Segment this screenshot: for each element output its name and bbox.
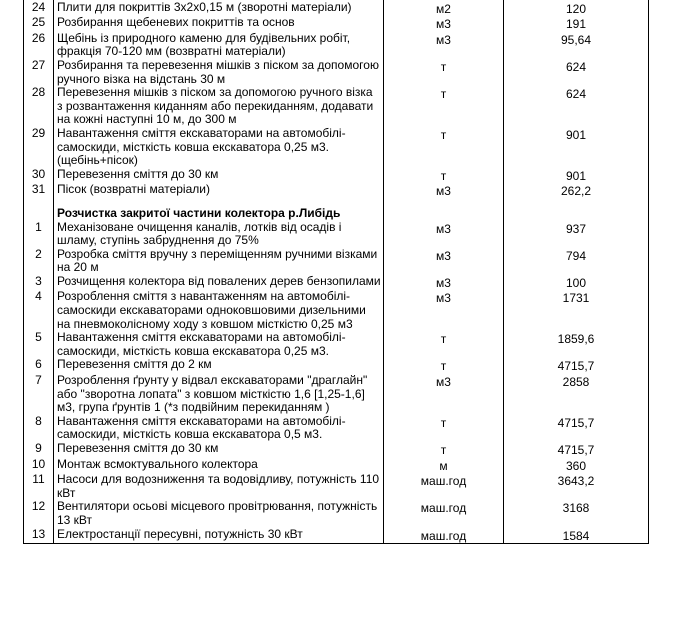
work-description: Навантаження сміття екскаваторами на автомобілі-самоскиди, місткість ковша екскаватора 0,5 м3. xyxy=(54,415,384,442)
quantity: 100 xyxy=(504,275,649,291)
quantity: 1859,6 xyxy=(504,331,649,358)
table-row xyxy=(24,32,649,59)
quantity: 3168 xyxy=(504,500,649,527)
unit-of-measure: м3 xyxy=(384,275,504,291)
work-description: Навантаження сміття екскаваторами на автомобілі-самоскиди, місткість ковша екскаватора 0,25 м3. xyxy=(54,331,384,358)
quantity: 901 xyxy=(504,127,649,168)
row-number: 28 xyxy=(24,86,54,127)
work-description: Розчищення колектора від повалених дерев бензопилами xyxy=(54,275,384,291)
table-row xyxy=(24,415,649,442)
row-number: 12 xyxy=(24,500,54,527)
row-number: 27 xyxy=(24,59,54,86)
quantity: 191 xyxy=(504,16,649,32)
row-number: 11 xyxy=(24,473,54,500)
unit-of-measure: м3 xyxy=(384,221,504,248)
row-number: 2 xyxy=(24,248,54,275)
unit-of-measure: т xyxy=(384,127,504,168)
work-description: Навантаження сміття екскаваторами на автомобілі-самоскиди, місткість ковша екскаватора 0,25 м3. (щебінь+пісок) xyxy=(54,127,384,168)
quantity: 1584 xyxy=(504,528,649,544)
quantity: 794 xyxy=(504,248,649,275)
table-row xyxy=(24,275,649,291)
table-row xyxy=(24,331,649,358)
unit-of-measure: т xyxy=(384,442,504,458)
table-row xyxy=(24,59,649,86)
table-row xyxy=(24,1,649,17)
work-description: Насоси для водозниження та водовідливу, потужність 110 кВт xyxy=(54,473,384,500)
work-description: Перевезення сміття до 2 км xyxy=(54,358,384,374)
table-row xyxy=(24,500,649,527)
work-volumes-table xyxy=(23,0,649,544)
work-description: Розбирання щебеневих покриттів та основ xyxy=(54,16,384,32)
work-description: Щебінь із природного каменю для будівельних робіт, фракція 70-120 мм (возвратні матеріали) xyxy=(54,32,384,59)
section-header-row xyxy=(24,199,649,221)
unit-of-measure: т xyxy=(384,358,504,374)
row-number: 29 xyxy=(24,127,54,168)
unit-of-measure: т xyxy=(384,59,504,86)
quantity: 1731 xyxy=(504,290,649,331)
quantity: 360 xyxy=(504,458,649,474)
row-number: 25 xyxy=(24,16,54,32)
work-description: Плити для покриттів 3х2х0,15 м (зворотні матеріали) xyxy=(54,1,384,17)
work-description: Монтаж всмоктувального колектора xyxy=(54,458,384,474)
unit-of-measure: т xyxy=(384,86,504,127)
table-row xyxy=(24,473,649,500)
table-row xyxy=(24,358,649,374)
unit-of-measure xyxy=(384,199,504,221)
quantity: 262,2 xyxy=(504,183,649,199)
table-row xyxy=(24,86,649,127)
row-number: 8 xyxy=(24,415,54,442)
work-description: Електростанції пересувні, потужність 30 кВт xyxy=(54,528,384,544)
work-description: Розроблення ґрунту у відвал екскаваторами "драглайн" або "зворотна лопата" з ковшом місткістю 1,6 [1,25-1,6] м3, група ґрунтів 1 (*з подвійним перекиданням ) xyxy=(54,374,384,415)
work-description: Перевезення сміття до 30 км xyxy=(54,442,384,458)
unit-of-measure: маш.год xyxy=(384,528,504,544)
work-description: Вентилятори осьові місцевого провітрювання, потужність 13 кВт xyxy=(54,500,384,527)
quantity: 2858 xyxy=(504,374,649,415)
row-number: 6 xyxy=(24,358,54,374)
row-number: 3 xyxy=(24,275,54,291)
quantity: 120 xyxy=(504,1,649,17)
row-number: 10 xyxy=(24,458,54,474)
work-description: Перевезення мішків з піском за допомогою ручного візка з розвантаження киданням або перекиданням, додавати на кожні наступні 10 м, до 300 м xyxy=(54,86,384,127)
unit-of-measure: маш.год xyxy=(384,500,504,527)
row-number: 7 xyxy=(24,374,54,415)
unit-of-measure: м3 xyxy=(384,32,504,59)
table-row xyxy=(24,290,649,331)
unit-of-measure: м3 xyxy=(384,16,504,32)
table-row xyxy=(24,442,649,458)
row-number: 9 xyxy=(24,442,54,458)
table-row xyxy=(24,183,649,199)
quantity: 624 xyxy=(504,86,649,127)
work-description: Механізоване очищення каналів, лотків від осадів і шламу, ступінь забруднення до 75% xyxy=(54,221,384,248)
table-row xyxy=(24,16,649,32)
table-row xyxy=(24,458,649,474)
work-description: Розбирання та перевезення мішків з піском за допомогою ручного візка на відстань 30 м xyxy=(54,59,384,86)
row-number: 31 xyxy=(24,183,54,199)
row-number: 1 xyxy=(24,221,54,248)
quantity: 95,64 xyxy=(504,32,649,59)
unit-of-measure: м3 xyxy=(384,374,504,415)
quantity: 937 xyxy=(504,221,649,248)
quantity: 4715,7 xyxy=(504,415,649,442)
quantity: 4715,7 xyxy=(504,442,649,458)
table-row xyxy=(24,221,649,248)
row-number: 24 xyxy=(24,1,54,17)
table-row xyxy=(24,528,649,544)
table-row xyxy=(24,374,649,415)
table-row xyxy=(24,127,649,168)
unit-of-measure: т xyxy=(384,168,504,184)
work-description: Перевезення сміття до 30 км xyxy=(54,168,384,184)
table-row xyxy=(24,248,649,275)
quantity: 4715,7 xyxy=(504,358,649,374)
table-body xyxy=(24,0,649,544)
work-description: Пісок (возвратні матеріали) xyxy=(54,183,384,199)
row-number: 26 xyxy=(24,32,54,59)
unit-of-measure: м3 xyxy=(384,248,504,275)
unit-of-measure: м xyxy=(384,458,504,474)
unit-of-measure: т xyxy=(384,415,504,442)
unit-of-measure: т xyxy=(384,331,504,358)
work-description: Розроблення сміття з навантаженням на автомобілі-самоскиди екскаваторами одноковшовими дизельними на пневмоколісному ходу з ковшом місткістю 0,25 м3 xyxy=(54,290,384,331)
unit-of-measure: м2 xyxy=(384,1,504,17)
quantity: 624 xyxy=(504,59,649,86)
row-number: 30 xyxy=(24,168,54,184)
work-description: Розробка сміття вручну з переміщенням ручними візками на 20 м xyxy=(54,248,384,275)
quantity: 3643,2 xyxy=(504,473,649,500)
table-row xyxy=(24,168,649,184)
unit-of-measure: м3 xyxy=(384,290,504,331)
work-description: Розчистка закритої частини колектора р.Либідь xyxy=(54,199,384,221)
quantity xyxy=(504,199,649,221)
row-number xyxy=(24,199,54,221)
row-number: 5 xyxy=(24,331,54,358)
unit-of-measure: маш.год xyxy=(384,473,504,500)
quantity: 901 xyxy=(504,168,649,184)
unit-of-measure: м3 xyxy=(384,183,504,199)
row-number: 13 xyxy=(24,528,54,544)
row-number: 4 xyxy=(24,290,54,331)
